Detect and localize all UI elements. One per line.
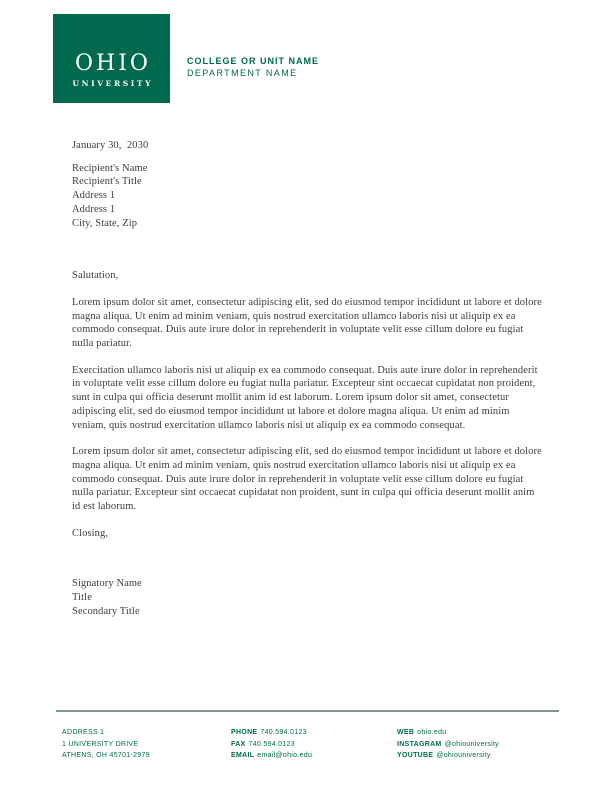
footer-address-line-1: ADDRESS 1 — [62, 729, 105, 736]
logo-ohio-wordmark: OHIO — [75, 51, 151, 76]
footer-youtube-line — [397, 750, 499, 762]
footer-email-value: email@ohio.edu — [257, 752, 313, 760]
letter-date: January 30, 2030 — [72, 140, 149, 151]
footer-instagram-label: INSTAGRAM — [397, 740, 442, 748]
footer-email-line — [231, 750, 312, 762]
footer-address-line-3: ATHENS, OH 45701-2979 — [62, 752, 150, 760]
salutation: Salutation, — [72, 270, 119, 282]
footer-web-label: WEB — [397, 729, 415, 736]
footer-instagram-line — [397, 739, 499, 751]
letter-body — [72, 139, 542, 619]
department-name: DEPARTMENT NAME — [187, 68, 298, 78]
recipient-address-2: Address 1 — [72, 203, 116, 215]
recipient-name: Recipient's Name — [72, 162, 148, 174]
footer-phone-line — [231, 727, 312, 739]
footer-instagram-value: @ohiouniversity — [444, 740, 499, 748]
logo-university-wordmark: UNIVERSITY — [72, 79, 154, 88]
header-unit-block — [187, 56, 319, 79]
body-paragraph-2: Exercitation ullamco laboris nisi ut aliquip ex ea commodo consequat. Duis aute irure dolor in reprehenderit in voluptate velit esse cillum dolore eu fugiat nulla pariatur. Excepteur sint occaecat cupidatat non proident, sunt in culpa qui officia deserunt mollit anim id est laborum. Lorem ipsum dolor sit amet, consectetur adipiscing elit, sed do eiusmod tempor incididunt ut labore et dolore magna aliqua. Ut enim ad minim veniam, quis nostrud exercitation ullamco laboris nisi ut aliquip ex ea commodo consequat. — [72, 364, 538, 431]
recipient-city-state-zip: City, State, Zip — [72, 217, 138, 229]
body-paragraph-1: Lorem ipsum dolor sit amet, consectetur adipiscing elit, sed do eiusmod tempor incididunt ut labore et dolore magna aliqua. Ut enim ad minim veniam, quis nostrud exercitation ullamco laboris nisi ut aliquip ex ea commodo consequat. Duis aute irure dolor in reprehenderit in voluptate velit esse cillum dolore eu fugiat nulla pariatur. — [72, 296, 542, 350]
signatory-title: Title — [72, 592, 92, 604]
signature-block — [72, 577, 542, 618]
footer-fax-value: 740.594.0123 — [248, 740, 295, 748]
footer-youtube-label: YOUTUBE — [397, 752, 434, 760]
college-or-unit-name: COLLEGE OR UNIT NAME — [187, 56, 319, 66]
ohio-university-logo — [53, 14, 170, 103]
footer-online-column — [397, 727, 499, 762]
recipient-address-1: Address 1 — [72, 190, 116, 202]
closing: Closing, — [72, 527, 109, 539]
recipient-title: Recipient's Title — [72, 176, 142, 188]
footer-divider-rule — [56, 710, 559, 712]
footer-address-line-2: 1 UNIVERSITY DRIVE — [62, 740, 139, 748]
footer-contact-column — [231, 727, 312, 762]
footer-fax-line — [231, 739, 312, 751]
footer-phone-label: PHONE — [231, 729, 258, 736]
recipient-block — [72, 162, 542, 231]
footer-email-label: EMAIL — [231, 752, 255, 760]
footer-phone-value: 740.594.0123 — [260, 729, 307, 736]
signatory-name: Signatory Name — [72, 578, 142, 590]
body-paragraph-3: Lorem ipsum dolor sit amet, consectetur adipiscing elit, sed do eiusmod tempor incididunt ut labore et dolore magna aliqua. Ut enim ad minim veniam, quis nostrud exercitation ullamco laboris nisi ut aliquip ex ea commodo consequat. Duis aute irure dolor in reprehenderit in voluptate velit esse cillum dolore eu fugiat nulla pariatur. Excepteur sint occaecat cupidatat non proident, sunt in culpa qui officia deserunt mollit anim id est laborum. — [72, 446, 542, 513]
footer-web-line — [397, 727, 499, 739]
signatory-secondary-title: Secondary Title — [72, 605, 140, 617]
footer-youtube-value: @ohiouniversity — [436, 752, 491, 760]
footer-fax-label: FAX — [231, 740, 246, 748]
footer-address-column — [62, 727, 150, 762]
footer-web-value: ohio.edu — [417, 729, 447, 736]
